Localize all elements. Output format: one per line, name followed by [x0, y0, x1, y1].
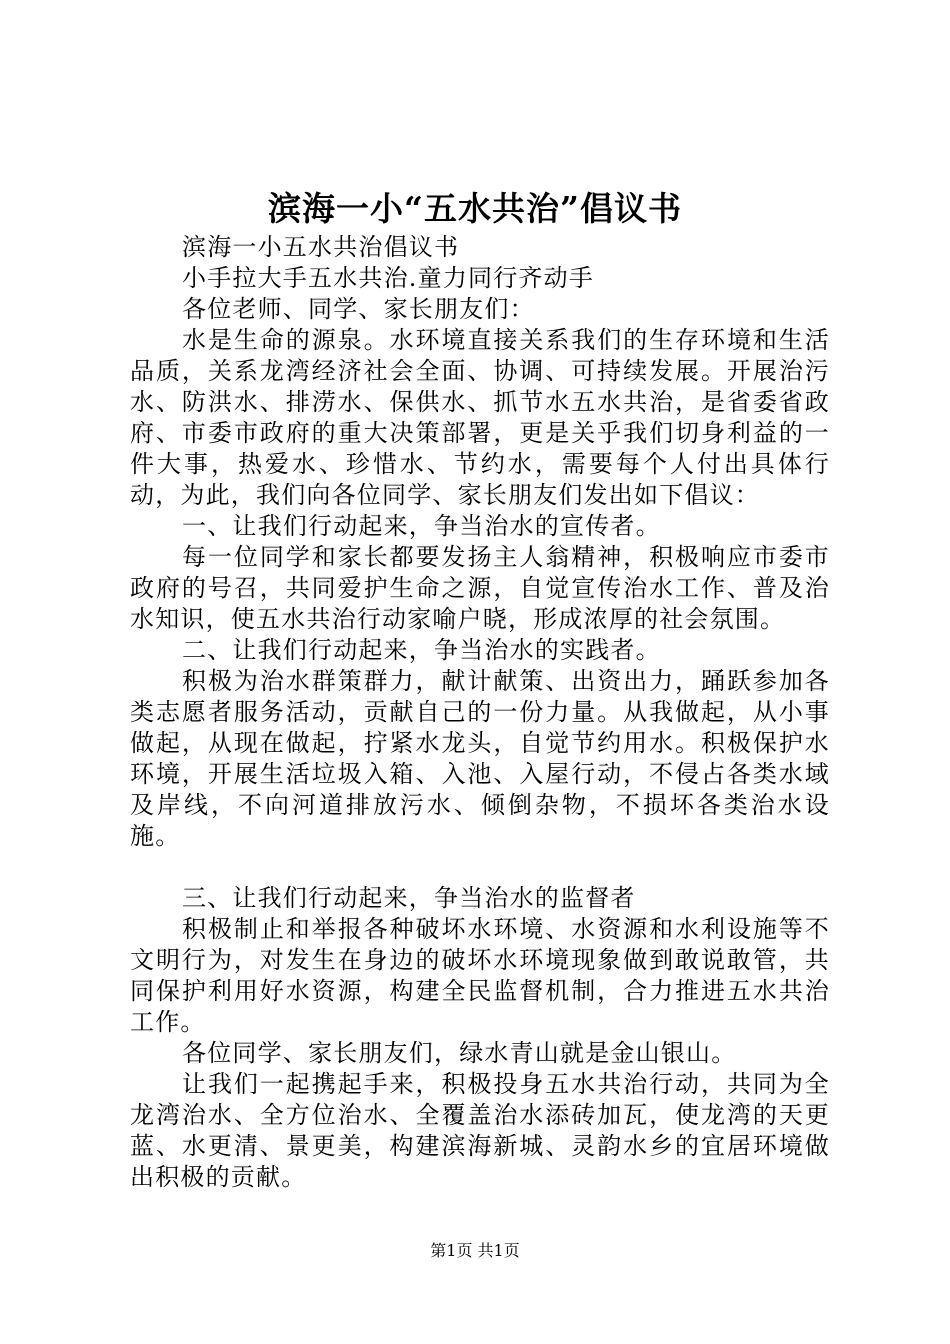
paragraph-intro: 水是生命的源泉。水环境直接关系我们的生存环境和生活品质，关系龙湾经济社会全面、协调、可持续发展。开展治污水、防洪水、排涝水、保供水、抓节水五水共治，是省委省政府、市委市政府的重大决策部署，更是关乎我们切身利益的一件大事，热爱水、珍惜水、节约水，需要每个人付出具体行动，为此，我们向各位同学、家长朋友们发出如下倡议： — [130, 326, 830, 509]
paragraph-salutation: 各位老师、同学、家长朋友们： — [182, 295, 535, 323]
document-body — [130, 232, 830, 1193]
paragraph-closing-2: 让我们一起携起手来，积极投身五水共治行动，共同为全龙湾治水、全方位治水、全覆盖治水添砖加瓦，使龙湾的天更蓝、水更清、景更美，构建滨海新城、灵韵水乡的宜居环境做出积极的贡献。 — [130, 1070, 830, 1191]
paragraph-closing-1: 各位同学、家长朋友们，绿水青山就是金山银山。 — [182, 1039, 737, 1067]
paragraph-heading-3: 三、让我们行动起来，争当治水的监督者 — [182, 884, 636, 912]
paragraph-body-3: 积极制止和举报各种破坏水环境、水资源和水利设施等不文明行为，对发生在身边的破坏水环境现象做到敢说敢管，共同保护利用好水资源，构建全民监督机制，合力推进五水共治工作。 — [130, 915, 830, 1036]
document-title: 滨海一小“五水共治”倡议书 — [268, 189, 682, 228]
paragraph-body-1: 每一位同学和家长都要发扬主人翁精神，积极响应市委市政府的号召，共同爱护生命之源，自觉宣传治水工作、普及治水知识，使五水共治行动家喻户晓，形成浓厚的社会氛围。 — [130, 543, 830, 633]
page-number-footer: 第1页 共1页 — [430, 1241, 520, 1260]
paragraph-subtitle: 滨海一小五水共治倡议书 — [182, 233, 460, 261]
paragraph-heading-2: 二、让我们行动起来，争当治水的实践者。 — [182, 636, 661, 664]
paragraph-heading-1: 一、让我们行动起来，争当治水的宣传者。 — [182, 512, 661, 540]
paragraph-slogan: 小手拉大手五水共治.童力同行齐动手 — [182, 264, 595, 292]
paragraph-body-2: 积极为治水群策群力，献计献策、出资出力，踊跃参加各类志愿者服务活动，贡献自己的一份力量。从我做起，从小事做起，从现在做起，拧紧水龙头，自觉节约用水。积极保护水环境，开展生活垃圾入箱、入池、入屋行动，不侵占各类水域及岸线，不向河道排放污水、倾倒杂物，不损坏各类治水设施。 — [130, 667, 830, 850]
